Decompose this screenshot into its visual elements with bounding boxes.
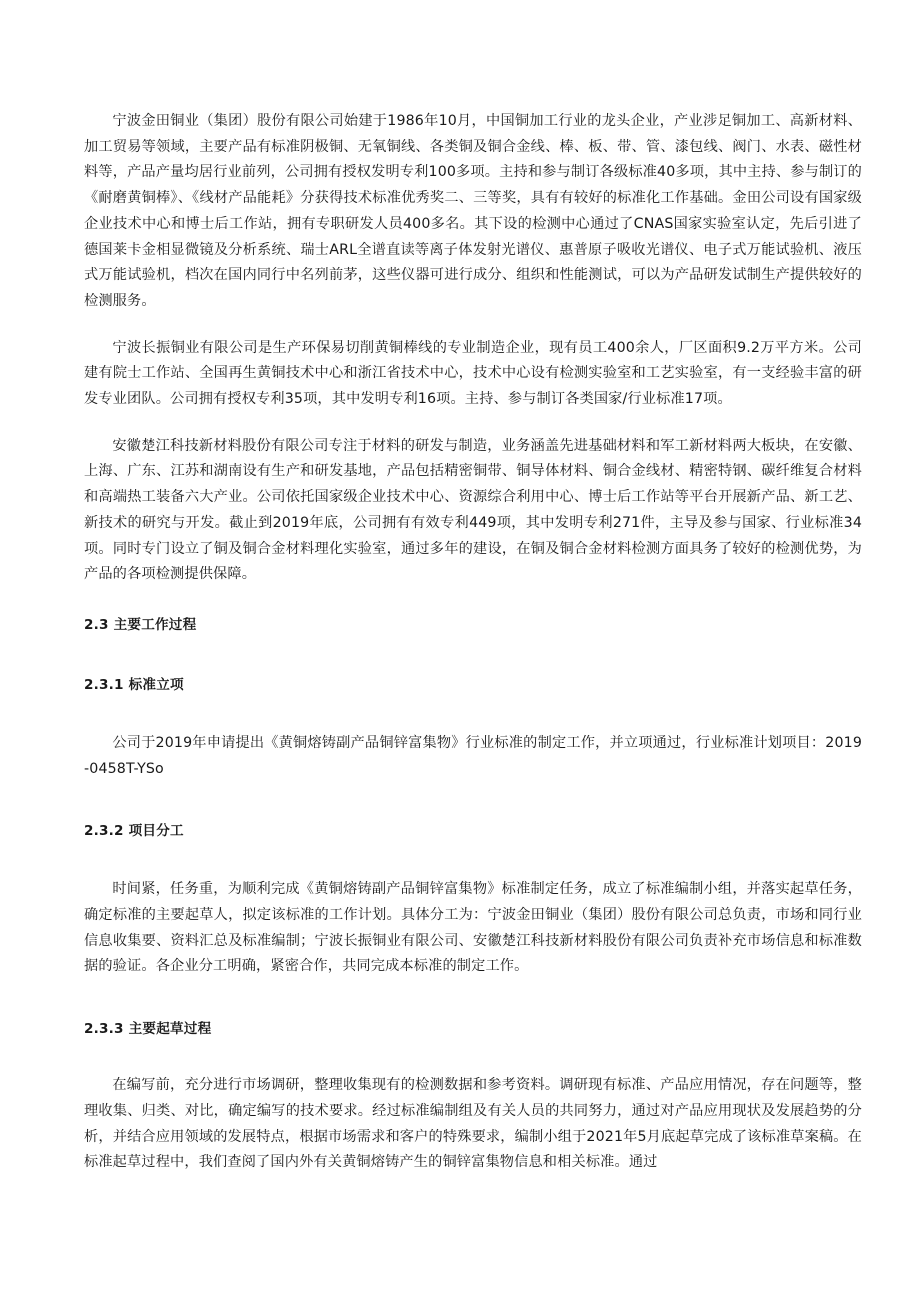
paragraph-company-jintian: 宁波金田铜业（集团）股份有限公司始建于1986年10月，中国铜加工行业的龙头企业，产业涉足铜加工、高新材料、加工贸易等领域，主要产品有标准阴极铜、无氧铜线、各类铜及铜合金线、棒、板、带、管、漆包线、阀门、水表、磁性材料等，产品产量均居行业前列，公司拥有授权发明专利100多项。主持和参与制订各级标准40多项，其中主持、参与制订的《耐磨黄铜棒》、《线材产品能耗》分获得技术标准优秀奖二、三等奖，具有有较好的标准化工作基础。金田公司设有国家级企业技术中心和博士后工作站，拥有专职研发人员400多名。其下设的检测中心通过了CNAS国家实验室认定，先后引进了德国莱卡金相显微镜及分析系统、瑞士ARL全谱直读等离子体发射光谱仪、惠普原子吸收光谱仪、电子式万能试验机、液压式万能试验机，档次在国内同行中名列前茅，这些仪器可进行成分、组织和性能测试，可以为产品研发试制生产提供较好的检测服务。 xyxy=(84,113,862,309)
section-heading-project-division: 2.3.2 项目分工 xyxy=(84,823,184,840)
paragraph-company-changzhen: 宁波长振铜业有限公司是生产环保易切削黄铜棒线的专业制造企业，现有员工400余人，厂区面积9.2万平方米。公司建有院士工作站、全国再生黄铜技术中心和浙江省技术中心，技术中心设有检测实验室和工艺实验室，有一支经验丰富的研发专业团队。公司拥有授权专利35项，其中发明专利16项。主持、参与制订各类国家/行业标准17项。 xyxy=(84,339,862,408)
paragraph-company-chujiang: 安徽楚江科技新材料股份有限公司专注于材料的研发与制造，业务涵盖先进基础材料和军工新材料两大板块，在安徽、上海、广东、江苏和湖南设有生产和研发基地，产品包括精密铜带、铜导体材料、铜合金线材、精密特钢、碳纤维复合材料和高端热工装备六大产业。公司依托国家级企业技术中心、资源综合利用中心、博士后工作站等平台开展新产品、新工艺、新技术的研究与开发。截止到2019年底，公司拥有有效专利449项，其中发明专利271件，主导及参与国家、行业标准34项。同时专门设立了铜及铜合金材料理化实验室，通过多年的建设，在铜及铜合金材料检测方面具务了较好的检测优势，为产品的各项检测提供保障。 xyxy=(84,437,862,583)
paragraph-project-approval: 公司于2019年申请提出《黄铜熔铸副产品铜锌富集物》行业标准的制定工作，并立项通过，行业标准计划项目：2019-0458T-YSo xyxy=(84,734,862,777)
paragraph-division-of-work: 时间紧，任务重，为顺利完成《黄铜熔铸副产品铜锌富集物》标准制定任务，成立了标准编制小组，并落实起草任务，确定标准的主要起草人，拟定该标准的工作计划。具体分工为：宁波金田铜业（集团）股份有限公司总负责，市场和同行业信息收集要、资料汇总及标准编制；宁波长振铜业有限公司、安徽楚江科技新材料股份有限公司负责补充市场信息和标准数据的验证。各企业分工明确，紧密合作，共同完成本标准的制定工作。 xyxy=(84,881,862,975)
section-heading-main-drafting-process: 2.3.3 主要起草过程 xyxy=(84,1021,212,1038)
paragraph-drafting-process: 在编写前，充分进行市场调研，整理收集现有的检测数据和参考资料。调研现有标准、产品应用情况，存在问题等，整理收集、归类、对比，确定编写的技术要求。经过标准编制组及有关人员的共同努力，通过对产品应用现状及发展趋势的分析，并结合应用领域的发展特点，根据市场需求和客户的特殊要求，编制小组于2021年5月底起草完成了该标准草案稿。在标准起草过程中，我们查阅了国内外有关黄铜熔铸产生的铜锌富集物信息和相关标准。通过 xyxy=(84,1077,862,1171)
section-heading-standard-approval: 2.3.1 标准立项 xyxy=(84,676,184,693)
section-heading-main-work-process: 2.3 主要工作过程 xyxy=(84,616,197,633)
